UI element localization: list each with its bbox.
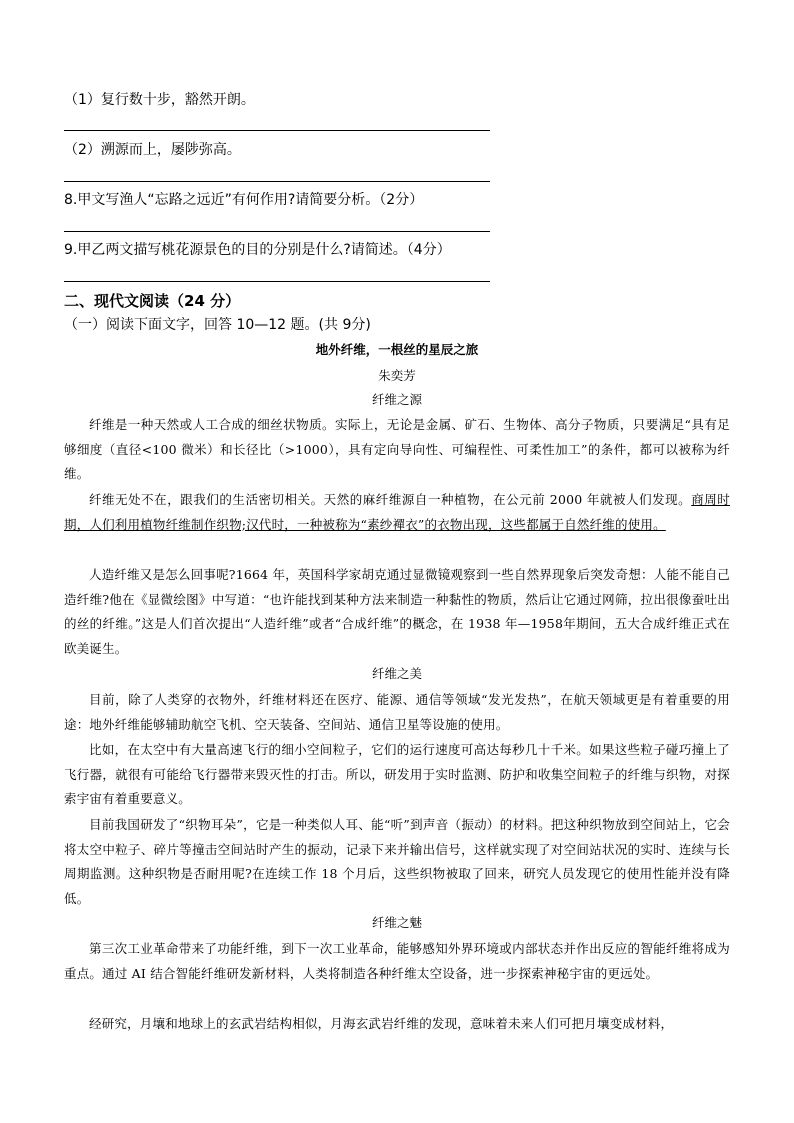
- section-title: 二、现代文阅读（24 分）: [64, 292, 241, 310]
- section-heading-beauty: 纤维之美: [371, 666, 422, 681]
- paragraph-2-underlined: 商周时期，人们利用植物纤维制作织物;汉代时，一种被称为“素纱襌衣”的衣物出现，这些都属于自然纤维的使用。: [64, 492, 730, 532]
- paragraph-7: 第三次工业革命带来了功能纤维，到下一次工业革命，能够感知外界环境或内部状态并作出反应的智能纤维将成为重点。通过 AI 结合智能纤维研发新材料，人类将制造各种纤维太空设备，进一步探索神秘宇宙的更远处。: [64, 941, 730, 981]
- question-7-item-1: （1）复行数十步，豁然开朗。: [64, 92, 255, 108]
- answer-line[interactable]: [64, 130, 490, 131]
- paragraph-6: 目前我国研发了“织物耳朵”，它是一种类似人耳、能“听”到声音（振动）的材料。把这种织物放到空间站上，它会将太空中粒子、碎片等撞击空间站时产生的振动，记录下来并输出信号，这样就实现了对空间站状况的实时、连续与长周期监测。这种织物是否耐用呢?在连续工作 18 个月后，这些织物被取了回来，研究人员发现它的使用性能并没有降低。: [64, 817, 730, 906]
- question-7-item-2: （2）溯源而上，屡陟弥高。: [64, 142, 241, 158]
- answer-line[interactable]: [64, 181, 490, 182]
- paragraph-8: 经研究，月壤和地球上的玄武岩结构相似，月海玄武岩纤维的发现，意味着未来人们可把月壤变成材料，: [89, 1016, 674, 1031]
- section-subtitle: （一）阅读下面文字，回答 10—12 题。(共 9分): [64, 317, 371, 333]
- answer-line[interactable]: [64, 231, 490, 232]
- section-heading-charm: 纤维之魅: [371, 915, 422, 930]
- paragraph-4: 目前，除了人类穿的衣物外，纤维材料还在医疗、能源、通信等领域“发光发热”，在航天领域更是有着重要的用途：地外纤维能够辅助航空飞机、空天装备、空间站、通信卫星等设施的使用。: [64, 692, 730, 732]
- section-heading-source: 纤维之源: [371, 392, 422, 407]
- answer-line[interactable]: [64, 281, 490, 282]
- paragraph-1: 纤维是一种天然或人工合成的细丝状物质。实际上，无论是金属、矿石、生物体、高分子物质，只要满足“具有足够细度（直径<100 微米）和长径比（>1000），具有定向导向性、可编程性、可柔性加工”的条件，都可以被称为纤维。: [64, 417, 730, 481]
- article-author: 朱奕芳: [378, 368, 416, 383]
- paragraph-3: 人造纤维又是怎么回事呢?1664 年，英国科学家胡克通过显微镜观察到一些自然界现象后突发奇想：人能不能自己造纤维?他在《显微绘图》中写道：“也许能找到某种方法来制造一种黏性的物质，然后让它通过网筛，拉出很像蚕吐出的丝的纤维。”这是人们首次提出“人造纤维”或者“合成纤维”的概念，在 1938 年—1958年期间，五大合成纤维正式在欧美诞生。: [64, 567, 730, 656]
- article-title: 地外纤维，一根丝的星辰之旅: [315, 342, 479, 357]
- question-9: 9.甲乙两文描写桃花源景色的目的分别是什么?请简述。（4分）: [64, 242, 451, 258]
- paragraph-2-text: 纤维无处不在，跟我们的生活密切相关。天然的麻纤维源自一种植物，在公元前 2000 年就被人们发现。: [89, 492, 692, 507]
- paragraph-5: 比如，在太空中有大量高速飞行的细小空间粒子，它们的运行速度可高达每秒几十千米。如果这些粒子碰巧撞上了飞行器，就很有可能给飞行器带来毁灭性的打击。所以，研发用于实时监测、防护和收集空间粒子的纤维与织物，对探索宇宙有着重要意义。: [64, 742, 730, 806]
- question-8: 8.甲文写渔人“忘路之远近”有何作用?请简要分析。（2分）: [64, 192, 424, 208]
- paragraph-2: [64, 488, 730, 537]
